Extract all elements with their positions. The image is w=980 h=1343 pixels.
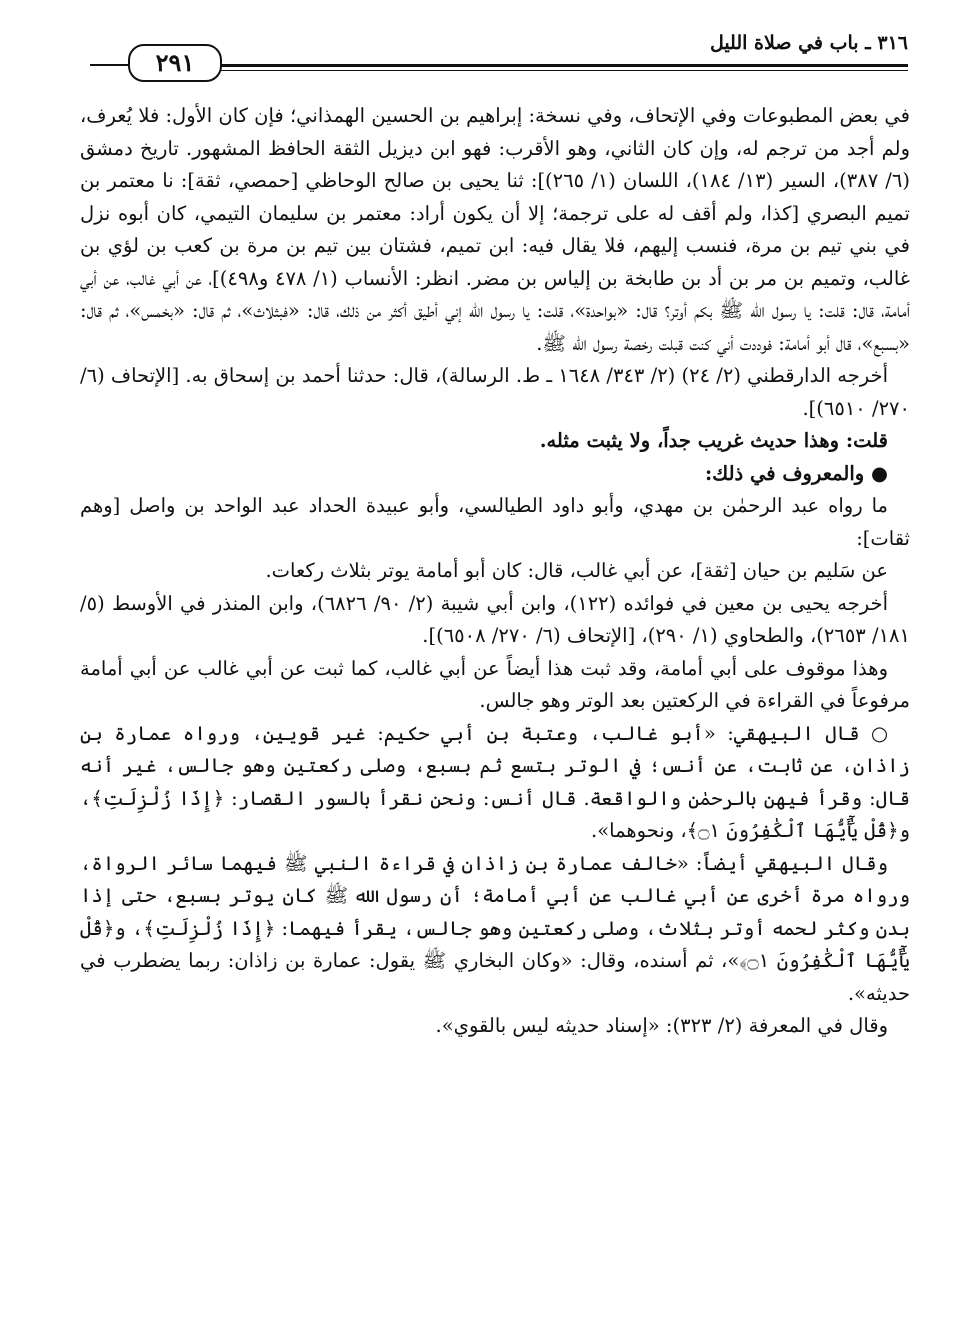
chapter-title: ٣١٦ ـ باب في صلاة الليل: [709, 32, 908, 54]
paragraph-3: قلت: وهذا حديث غريب جداً، ولا يثبت مثله.: [539, 429, 888, 452]
paragraph-11: وقال في المعرفة (٢/ ٣٢٣): «إسناد حديثه ليس بالقوي».: [435, 1014, 888, 1037]
header-rule-thin: [215, 70, 908, 71]
page-header: [90, 28, 908, 80]
paragraph-7: أخرجه يحيى بن معين في فوائده (١٢٢)، وابن أبي شيبة (٢/ ٩٠/ ٦٨٢٦)، وابن المنذر في الأوسط (٥/ ١٨١/ ٢٦٥٣)، والطحاوي (١/ ٢٩٠)، [الإتحاف (٦/ ٢٧٠/ ٦٥٠٨)].: [80, 591, 910, 647]
paragraph-10: وقال البيهقي أيضاً: «خالف عمارة بن زاذان في قراءة النبي ﷺ فيهما سائر الرواة، ورواه مرة أخرى عن أبي غالب عن أبي أمامة؛ أن رسول الله ﷺ كان يوتر بسبع، حتى إذا بدن وكثر لحمه أوتر بثلاث، وصلى ركعتين وهو جالس، يقرأ فيهما: ﴿إِذَا زُلْزِلَتِ﴾، و﴿قُلْ يَٰٓأَيُّهَا ٱلْكَٰفِرُونَ ۝١﴾»، ثم أسنده، وقال: «وكان البخاري ﷺ يقول: عمارة بن زاذان: ربما يضطرب في حديثه».: [80, 851, 910, 1005]
page-number: ٢٩١: [128, 44, 222, 82]
paragraph-9: ○ قال البيهقي: «أبو غالب، وعتبة بن أبي حكيم: غير قويين، ورواه عمارة بن زاذان، عن ثابت، عن أنس؛ في الوتر بتسع ثم بسبع، وصلى ركعتين وهو جالس، غير أنه قال: وقرأ فيهن بالرحمٰن والواقعة. قال أنس: ونحن نقرأ بالسور القصار: ﴿إِذَا زُلْزِلَتِ﴾، و﴿قُلْ يَٰٓأَيُّهَا ٱلْكَٰفِرُونَ ۝١﴾، ونحوهما».: [80, 721, 910, 842]
paragraph-2: أخرجه الدارقطني (٢/ ٢٤) (٢/ ٣٤٣/ ١٦٤٨ ـ ط. الرسالة)، قال: حدثنا أحمد بن إسحاق به. [الإتحاف (٦/ ٢٧٠/ ٦٥١٠)].: [80, 364, 910, 420]
page-body: [80, 100, 910, 1043]
paragraph-1: في بعض المطبوعات وفي الإتحاف، وفي نسخة: إبراهيم بن الحسين الهمذاني؛ فإن كان الأول: فلا يُعرف، ولم أجد من ترجم له، وإن كان الثاني، وهو الأقرب: فهو ابن ديزيل الثقة الحافظ المشهور. تاريخ دمشق (٦/ ٣٨٧)، السير (١٣/ ١٨٤)، اللسان (١/ ٢٦٥)]: ثنا يحيى بن صالح الوحاظي [حمصي، ثقة]: نا معتمر بن تميم البصري [كذا، ولم أقف له على ترجمة؛ إلا أن يكون أراد: معتمر بن سليمان التيمي، كان أبوه نزل في بني تيم بن مرة، فنسب إليهم، فلا يقال فيه: ابن تميم، فشتان بين تيم بن مرة بن كعب بن لؤي بن غالب، وتميم بن مر بن أد بن طابخة بن إلياس بن مضر. انظر: الأنساب (١/ ٤٧٨ و٤٩٨)]، عن أبي غالب، عن أبي أمامة، قال: قلت: يا رسول الله ﷺ بكم أوتر؟ قال: «بواحدة»، قلت: يا رسول الله إني أطيق أكثر من ذلك، قال: «فبثلاث»، ثم قال: «بخمس»، ثم قال: «بسبع»، قال أبو أمامة: فوددت أني كنت قبلت رخصة رسول الله ﷺ.: [80, 104, 910, 355]
paragraph-4: ● والمعروف في ذلك:: [704, 461, 888, 485]
paragraph-8: وهذا موقوف على أبي أمامة، وقد ثبت هذا أيضاً عن أبي غالب، كما ثبت عن أبي غالب عن أبي أمامة مرفوعاً في القراءة في الركعتين بعد الوتر وهو جالس.: [80, 656, 910, 712]
paragraph-5: ما رواه عبد الرحمٰن بن مهدي، وأبو داود الطيالسي، وأبو عبيدة الحداد عبد الواحد بن واصل [وهم ثقات]:: [80, 494, 910, 550]
header-rule: [215, 64, 908, 67]
header-rule-left: [90, 64, 128, 66]
paragraph-6: عن سَليم بن حيان [ثقة]، عن أبي غالب، قال: كان أبو أمامة يوتر بثلاث ركعات.: [265, 559, 888, 582]
